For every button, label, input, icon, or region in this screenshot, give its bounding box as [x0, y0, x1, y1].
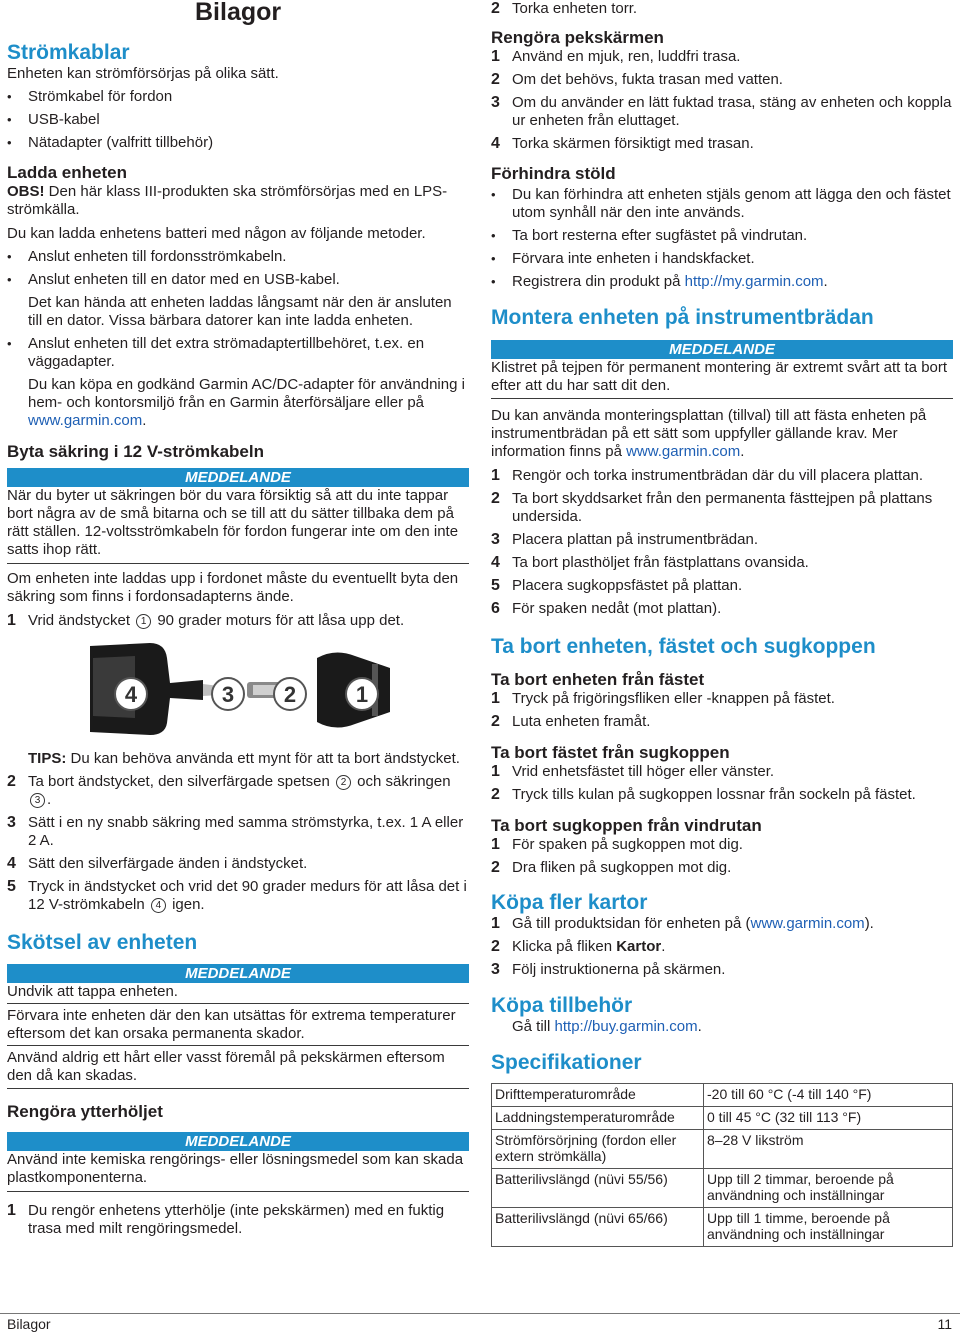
register-link[interactable]: http://my.garmin.com	[684, 273, 824, 290]
table-row: Strömförsörjning (fordon eller extern strömkälla) 8–28 V likström	[492, 1130, 953, 1169]
step-item: 2 Om det behövs, fukta trasan med vatten.	[491, 71, 783, 88]
step-item: 1 Gå till produktsidan för enheten på (www.garmin.com).	[491, 915, 874, 932]
step-item: 1 Tryck på frigöringsfliken eller -knappen på fästet.	[491, 690, 835, 707]
step-item: 2 Ta bort skyddsarket från den permanenta fästtejpen på plattans undersida.	[491, 490, 933, 525]
list-item: • Förvara inte enheten i handskfacket.	[491, 250, 953, 268]
table-row: Drifttemperaturområde -20 till 60 °C (-4 till 140 °F)	[492, 1084, 953, 1107]
callout-icon: 3	[30, 793, 45, 808]
heading-stold: Förhindra stöld	[491, 164, 616, 183]
step-item: 2 Ta bort ändstycket, den silverfärgade spetsen 2 och säkringen 3 .	[7, 773, 451, 808]
step-item: 4 Sätt den silverfärgade änden i ändstycket.	[7, 855, 308, 872]
usb-note: Det kan hända att enheten laddas långsamt när den är ansluten till en dator. Vissa bärbara datorer kan inte ladda enheten.	[28, 294, 452, 329]
step-item: 3 Följ instruktionerna på skärmen.	[491, 961, 726, 978]
step-item: 3 Placera plattan på instrumentbrädan.	[491, 531, 758, 548]
table-row: Batterilivslängd (nüvi 65/66) Upp till 1 timme, beroende på användning och inställningar	[492, 1208, 953, 1247]
spec-table	[491, 1083, 953, 1247]
callout-2: 2	[283, 682, 297, 707]
heading-spec: Specifikationer	[491, 1051, 642, 1074]
step-item: 5 Placera sugkoppsfästet på plattan.	[491, 577, 743, 594]
notice-text: Använd inte kemiska rengörings- eller lösningsmedel som kan skada plastkomponenterna.	[7, 1151, 469, 1192]
heading-sakring: Byta säkring i 12 V-strömkabeln	[7, 442, 264, 461]
obs-note	[7, 183, 469, 219]
fuse-illustration	[7, 638, 469, 738]
table-row: Batterilivslängd (nüvi 55/56) Upp till 2 timmar, beroende på användning och inställningar	[492, 1169, 953, 1208]
list-item: • Anslut enheten till fordonsströmkabeln.	[7, 248, 469, 266]
step-item: 3 Sätt i en ny snabb säkring med samma strömstyrka, t.ex. 1 A eller 2 A.	[7, 814, 464, 849]
page-title: Bilagor	[195, 0, 282, 26]
step-item: 1 Vrid ändstycket 1 90 grader moturs för att låsa upp det.	[7, 612, 405, 629]
callout-3: 3	[221, 682, 235, 707]
list-item: • Anslut enheten till en dator med en USB-kabel.	[7, 271, 469, 289]
footer-divider	[0, 1313, 960, 1314]
step-item: 4 Torka skärmen försiktigt med trasan.	[491, 135, 754, 152]
heading-tillbehor: Köpa tillbehör	[491, 994, 633, 1017]
notice-text: Förvara inte enheten där den kan utsättas för extrema temperaturer eftersom det kan orsaka permanenta skador.	[7, 1007, 469, 1046]
buy-link[interactable]: http://buy.garmin.com	[554, 1018, 698, 1035]
callout-icon: 2	[336, 775, 351, 790]
heading-skotsel: Skötsel av enheten	[7, 931, 198, 954]
heading-pek: Rengöra pekskärmen	[491, 28, 664, 47]
notice-text: Undvik att tappa enheten.	[7, 983, 469, 1004]
list-item: • Ta bort resterna efter sugfästet på vindrutan.	[491, 227, 953, 245]
garmin-link[interactable]: www.garmin.com	[28, 412, 143, 429]
left-column	[7, 0, 469, 1238]
list-item: • USB-kabel	[7, 111, 469, 129]
sakring-intro: Om enheten inte laddas upp i fordonet måste du eventuellt byta den säkring som finns i fordonsadapterns ände.	[7, 570, 459, 605]
strom-intro: Enheten kan strömförsörjas på olika sätt.	[7, 65, 279, 82]
step-item: 1 Vrid enhetsfästet till höger eller vänster.	[491, 763, 775, 780]
callout-icon: 1	[136, 614, 151, 629]
callout-1: 1	[355, 682, 369, 707]
heading-ytter: Rengöra ytterhöljet	[7, 1102, 163, 1121]
step-item: 2 Torka enheten torr.	[491, 0, 638, 17]
subheading: Ta bort enheten från fästet	[491, 670, 705, 689]
notice-banner: MEDDELANDE	[7, 468, 469, 487]
list-item: • Registrera din produkt på http://my.garmin.com.	[491, 273, 953, 291]
step-item: 1 Du rengör enhetens ytterhölje (inte pekskärmen) med en fuktig trasa med milt rengöringsmedel.	[7, 1202, 445, 1237]
notice-banner: MEDDELANDE	[7, 964, 469, 983]
heading-stromkablar: Strömkablar	[7, 41, 130, 64]
notice-text: Använd aldrig ett hårt eller vasst föremål på pekskärmen eftersom den då kan skadas.	[7, 1049, 469, 1089]
obs-label: OBS!	[7, 183, 45, 200]
list-item: • Du kan förhindra att enheten stjäls genom att lägga den och fästet utom synhåll när den inte används.	[491, 186, 953, 222]
notice-banner: MEDDELANDE	[7, 1132, 469, 1151]
table-row: Laddningstemperaturområde 0 till 45 °C (32 till 113 °F)	[492, 1107, 953, 1130]
garmin-link[interactable]: www.garmin.com	[626, 443, 741, 460]
callout-4: 4	[124, 682, 138, 707]
step-item: 2 Klicka på fliken Kartor.	[491, 938, 666, 955]
montera-intro: Du kan använda monteringsplattan (tillval) till att fästa enheten på instrumentbrädan på ett sätt som uppfyller gällande krav. Mer information finns på www.garmin.com.	[491, 407, 927, 460]
garmin-link[interactable]: www.garmin.com	[750, 915, 865, 932]
heading-kartor: Köpa fler kartor	[491, 891, 648, 914]
step-item: 2 Dra fliken på sugkoppen mot dig.	[491, 859, 732, 876]
tips-note: TIPS: Du kan behöva använda ett mynt för att ta bort ändstycket.	[28, 750, 460, 767]
adapter-note: Du kan köpa en godkänd Garmin AC/DC-adapter för användning i hem- och kontorsmiljö från en Garmin återförsäljare eller på www.garmin.com.	[28, 376, 465, 429]
list-item: • Anslut enheten till det extra strömadaptertillbehöret, t.ex. en väggadapter.	[7, 335, 469, 371]
step-item: 3 Om du använder en lätt fuktad trasa, stäng av enheten och koppla ur enheten från eluttaget.	[491, 94, 952, 129]
page-number: 11	[937, 1316, 952, 1332]
tillbehor-text: Gå till http://buy.garmin.com.	[512, 1018, 702, 1035]
notice-text: När du byter ut säkringen bör du vara försiktig så att du inte tappar bort några av de små bitarna och se till att du sätter tillbaka dem på rätt ställen. 12-voltsströmkabeln för fordon fungerar inte om den inte satts ihop rätt.	[7, 487, 469, 564]
heading-montera: Montera enheten på instrumentbrädan	[491, 306, 874, 329]
step-item: 2 Luta enheten framåt.	[491, 713, 651, 730]
notice-banner: MEDDELANDE	[491, 340, 953, 359]
list-item: • Strömkabel för fordon	[7, 88, 469, 106]
step-item: 6 För spaken nedåt (mot plattan).	[491, 600, 722, 617]
list-item: • Nätadapter (valfritt tillbehör)	[7, 134, 469, 152]
step-item: 1 För spaken på sugkoppen mot dig.	[491, 836, 743, 853]
step-item: 2 Tryck tills kulan på sugkoppen lossnar från sockeln på fästet.	[491, 786, 916, 803]
footer-section: Bilagor	[7, 1316, 51, 1332]
step-item: 5 Tryck in ändstycket och vrid det 90 grader medurs för att låsa det i 12 V-strömkabeln 4 igen.	[7, 878, 467, 913]
subheading: Ta bort sugkoppen från vindrutan	[491, 816, 762, 835]
notice-text: Klistret på tejpen för permanent montering är extremt svårt att ta bort efter att du har satt dit den.	[491, 359, 953, 399]
step-item: 1 Använd en mjuk, ren, luddfri trasa.	[491, 48, 741, 65]
right-column	[491, 0, 953, 1247]
subheading: Ta bort fästet från sugkoppen	[491, 743, 730, 762]
heading-ladda: Ladda enheten	[7, 163, 127, 182]
heading-tabort: Ta bort enheten, fästet och sugkoppen	[491, 635, 876, 658]
callout-icon: 4	[151, 898, 166, 913]
step-item: 4 Ta bort plasthöljet från fästplattans ovansida.	[491, 554, 809, 571]
obs-text: Den här klass III-produkten ska strömförsörjas med en LPS-strömkälla.	[7, 183, 448, 218]
ladda-intro: Du kan ladda enhetens batteri med någon av följande metoder.	[7, 225, 426, 242]
step-item: 1 Rengör och torka instrumentbrädan där du vill placera plattan.	[491, 467, 924, 484]
